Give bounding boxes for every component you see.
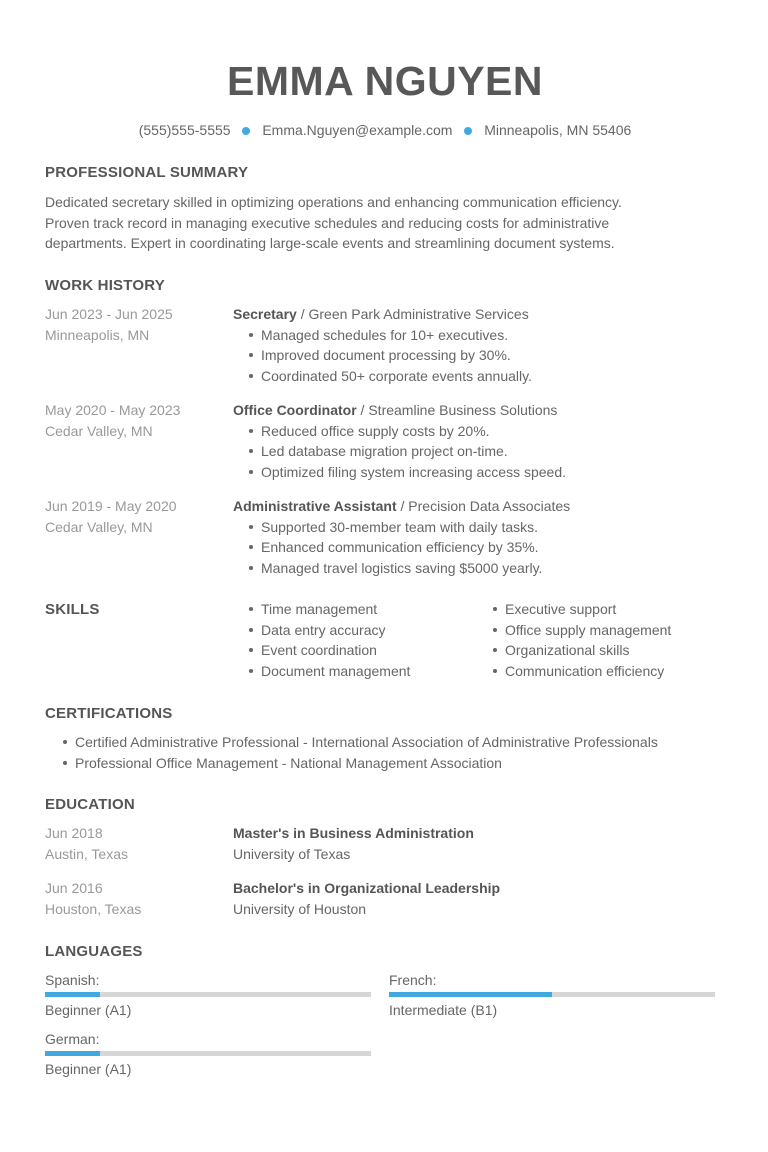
separator-dot-icon xyxy=(464,127,472,135)
candidate-name: EMMA NGUYEN xyxy=(226,58,544,104)
list-item: Executive support xyxy=(505,599,717,620)
phone: (555)555-5555 xyxy=(138,122,231,138)
job-dates: Jun 2019 - May 2020 xyxy=(45,498,177,514)
list-item: Managed travel logistics saving $5000 yearly. xyxy=(261,558,733,579)
education-heading: EDUCATION xyxy=(45,796,135,813)
list-item: Reduced office supply costs by 20%. xyxy=(261,421,733,442)
cert-bullets xyxy=(45,732,735,773)
contact-line xyxy=(45,122,725,138)
work-history-heading: WORK HISTORY xyxy=(45,277,165,294)
list-item: Optimized filing system increasing access speed. xyxy=(261,462,733,483)
list-item: Improved document processing by 30%. xyxy=(261,345,733,366)
job-company: / Green Park Administrative Services xyxy=(296,306,529,322)
list-item: Communication efficiency xyxy=(505,661,717,682)
summary-line: departments. Expert in coordinating large-scale events and streamlining document systems. xyxy=(45,235,615,251)
skills-list xyxy=(477,599,717,681)
summary-line: Proven track record in managing executive schedules and reducing costs for administrative xyxy=(45,214,610,231)
list-item: Coordinated 50+ corporate events annually. xyxy=(261,366,733,387)
job-location: Cedar Valley, MN xyxy=(45,518,153,535)
education-school: University of Texas xyxy=(233,845,351,862)
proficiency-bar xyxy=(45,1051,371,1056)
list-item: Certified Administrative Professional - International Association of Administrative Professionals xyxy=(75,732,735,753)
job-details xyxy=(233,496,733,578)
location: Minneapolis, MN 55406 xyxy=(484,122,632,138)
language-name: Spanish: xyxy=(45,972,100,988)
proficiency-fill xyxy=(389,992,552,997)
list-item: Professional Office Management - National Management Association xyxy=(75,753,735,774)
education-school: University of Houston xyxy=(233,900,367,917)
list-item: Office supply management xyxy=(505,620,717,641)
job-meta xyxy=(45,304,225,345)
certifications-list xyxy=(45,732,735,773)
education-date: Jun 2018 xyxy=(45,825,103,841)
education-meta xyxy=(45,823,225,864)
list-item: Supported 30-member team with daily tasks. xyxy=(261,517,733,538)
skills-list xyxy=(233,599,473,681)
language-name: French: xyxy=(389,972,437,988)
job-details xyxy=(233,304,733,386)
skills-heading: SKILLS xyxy=(45,601,100,618)
language-level: Intermediate (B1) xyxy=(389,1002,498,1018)
email: Emma.Nguyen@example.com xyxy=(262,122,453,138)
list-item: Time management xyxy=(261,599,473,620)
language-level: Beginner (A1) xyxy=(45,1061,132,1077)
certifications-heading: CERTIFICATIONS xyxy=(45,705,173,722)
list-item: Document management xyxy=(261,661,473,682)
proficiency-fill xyxy=(45,1051,100,1056)
summary-text xyxy=(45,192,725,254)
summary-line: Dedicated secretary skilled in optimizing operations and enhancing communication efficiency. xyxy=(45,194,622,210)
job-company: / Precision Data Associates xyxy=(396,498,571,514)
list-item: Data entry accuracy xyxy=(261,620,473,641)
job-bullets xyxy=(233,517,733,579)
language-name: German: xyxy=(45,1031,100,1047)
list-item: Event coordination xyxy=(261,640,473,661)
job-meta xyxy=(45,400,225,441)
language-french xyxy=(389,970,715,1020)
list-item: Led database migration project on-time. xyxy=(261,441,733,462)
job-location: Minneapolis, MN xyxy=(45,326,150,343)
separator-dot-icon xyxy=(242,127,250,135)
skills-column-1 xyxy=(233,599,473,681)
list-item: Managed schedules for 10+ executives. xyxy=(261,325,733,346)
job-role: Secretary xyxy=(233,306,297,322)
job-role: Administrative Assistant xyxy=(233,498,397,514)
education-details xyxy=(233,823,733,864)
job-bullets xyxy=(233,421,733,483)
language-level: Beginner (A1) xyxy=(45,1002,132,1018)
job-details xyxy=(233,400,733,482)
job-bullets xyxy=(233,325,733,387)
education-details xyxy=(233,878,733,919)
education-degree: Bachelor's in Organizational Leadership xyxy=(233,880,501,896)
job-dates: Jun 2023 - Jun 2025 xyxy=(45,306,173,322)
list-item: Enhanced communication efficiency by 35%. xyxy=(261,537,733,558)
education-location: Houston, Texas xyxy=(45,900,142,917)
education-degree: Master's in Business Administration xyxy=(233,825,474,841)
language-spanish xyxy=(45,970,371,1020)
job-dates: May 2020 - May 2023 xyxy=(45,402,181,418)
languages-heading: LANGUAGES xyxy=(45,943,143,960)
job-meta xyxy=(45,496,225,537)
education-location: Austin, Texas xyxy=(45,845,129,862)
proficiency-bar xyxy=(389,992,715,997)
education-meta xyxy=(45,878,225,919)
education-date: Jun 2016 xyxy=(45,880,103,896)
job-company: / Streamline Business Solutions xyxy=(356,402,558,418)
language-german xyxy=(45,1029,371,1079)
job-role: Office Coordinator xyxy=(233,402,357,418)
proficiency-bar xyxy=(45,992,371,997)
proficiency-fill xyxy=(45,992,100,997)
job-location: Cedar Valley, MN xyxy=(45,422,153,439)
skills-column-2 xyxy=(477,599,717,681)
summary-heading: PROFESSIONAL SUMMARY xyxy=(45,164,249,181)
list-item: Organizational skills xyxy=(505,640,717,661)
